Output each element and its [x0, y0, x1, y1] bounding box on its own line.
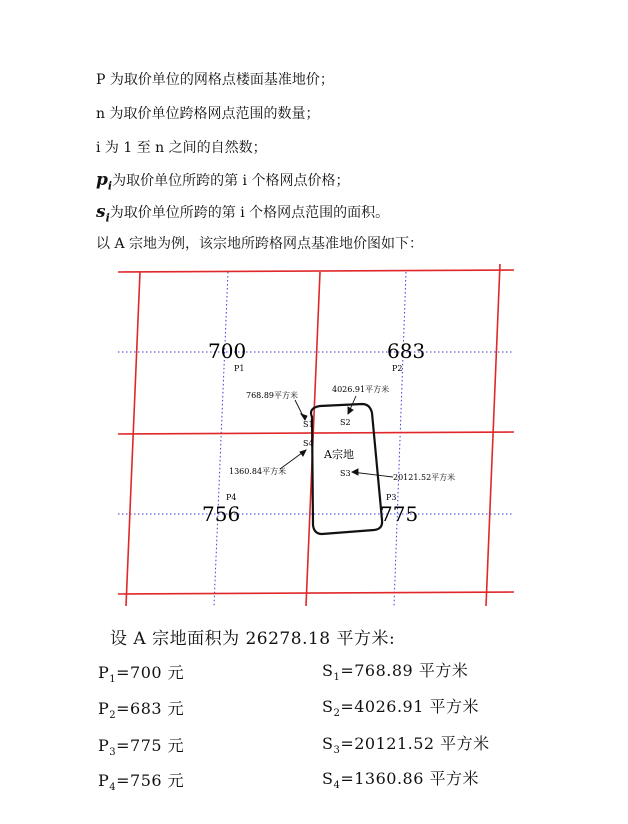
arrow-s4-head [300, 450, 306, 456]
arrow-s2-head [348, 407, 353, 414]
red-gridline-h2 [118, 432, 514, 434]
area-row-s4: $S_4=1360.86$ 平方米 [322, 769, 480, 792]
red-grid [118, 264, 514, 606]
area-row-s3: $S_3=20121.52$ 平方米 [322, 734, 490, 757]
price-p2-id: P2 [392, 364, 403, 373]
parcel-a-label: A宗地 [324, 448, 354, 461]
price-p3-id: P3 [386, 493, 397, 502]
definition-text: n 为取价单位跨格网点范围的数量； [96, 106, 320, 122]
segment-s4-id: S4 [303, 439, 314, 448]
total-area-statement: 设 A 宗地面积为 26278.18 平方米: [110, 629, 396, 649]
definition-line-p [96, 70, 334, 90]
price-p1-value: 700 [208, 339, 247, 363]
area-row-s1: $S_1=768.89$ 平方米 [322, 661, 469, 684]
segment-s4-area-label: 1360.84平方米 [229, 467, 287, 476]
arrow-s3-head [352, 469, 358, 475]
definition-line-si [96, 202, 389, 228]
price-row-p1: $P_1=700$ 元 [98, 663, 185, 686]
definition-text: 为取价单位所跨的第 i 个格网点范围的面积。 [109, 205, 390, 221]
segment-s2-id: S2 [340, 418, 351, 427]
definition-text: i 为 1 至 n 之间的自然数； [96, 140, 267, 156]
symbol-p-i: $p_i$ [96, 170, 113, 193]
grid-price-map [110, 262, 520, 608]
figure-intro-line [96, 234, 423, 254]
price-p2-value: 683 [387, 339, 426, 363]
definition-line-pi [96, 170, 349, 196]
red-gridline-h1 [118, 270, 514, 272]
blue-gridline-v2 [394, 272, 406, 606]
segment-s1-area-label: 768.89平方米 [246, 391, 298, 400]
blue-dotted-grid [118, 272, 514, 606]
blue-gridline-v1 [214, 272, 228, 606]
price-row-p2: $P_2=683$ 元 [98, 699, 185, 722]
definition-text: 以 A 宗地为例，该宗地所跨格网点基准地价图如下： [96, 236, 424, 252]
definition-line-n [96, 104, 319, 124]
symbol-s-i: $s_i$ [96, 202, 110, 225]
segment-s2-area-label: 4026.91平方米 [332, 385, 390, 394]
price-p1-id: P1 [234, 364, 245, 373]
red-gridline-h3 [118, 592, 514, 594]
price-row-p4: $P_4=756$ 元 [98, 771, 185, 794]
segment-s3-area-label: 20121.52平方米 [393, 473, 456, 482]
segment-s3-id: S3 [340, 469, 351, 478]
red-gridline-v3 [486, 264, 500, 606]
price-p4-id: P4 [226, 493, 237, 502]
price-p3-value: 775 [380, 502, 419, 526]
definition-line-i [96, 138, 267, 158]
red-gridline-v1 [126, 272, 140, 606]
definition-text: P 为取价单位的网格点楼面基准地价； [96, 72, 334, 88]
price-row-p3: $P_3=775$ 元 [98, 736, 185, 759]
segment-s1-id: S1 [303, 420, 314, 429]
price-p4-value: 756 [202, 502, 241, 526]
area-row-s2: $S_2=4026.91$ 平方米 [322, 697, 480, 720]
definition-text: 为取价单位所跨的第 i 个格网点价格； [112, 173, 350, 189]
